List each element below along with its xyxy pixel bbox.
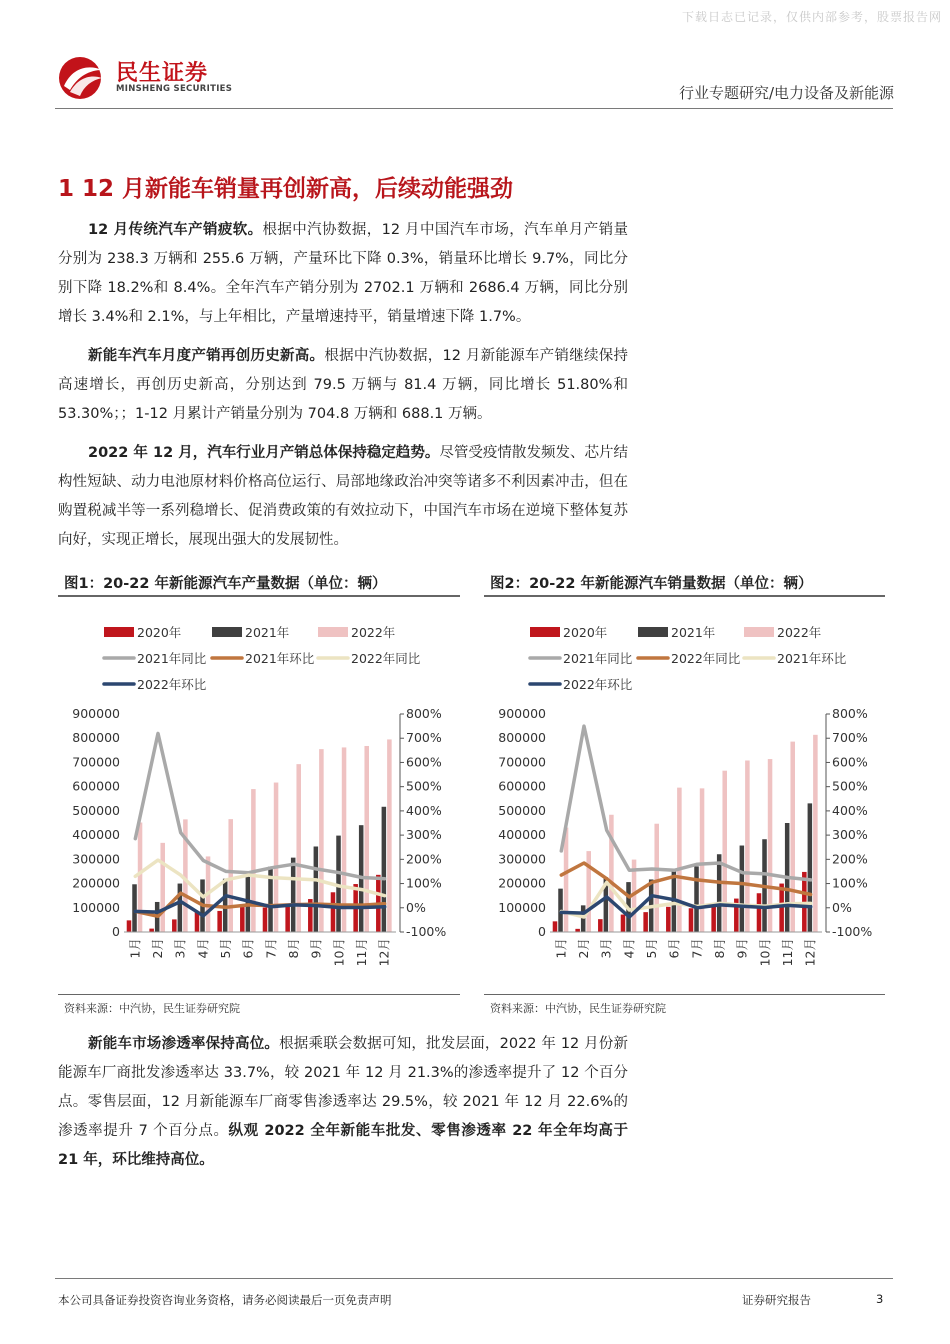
footer-doc-type: 证券研究报告 xyxy=(742,1293,811,1307)
y-axis-tick-label: 900000 xyxy=(72,706,120,721)
x-axis-tick-label: 1月 xyxy=(127,938,143,959)
legend-label-2022-mom: 2022年环比 xyxy=(137,677,207,692)
y-axis-tick-label: 900000 xyxy=(498,706,546,721)
figure-2-title: 图2：20-22 年新能源汽车销量数据（单位：辆） xyxy=(490,576,813,592)
bar-2020 xyxy=(621,915,626,932)
x-axis-tick-label: 5月 xyxy=(644,938,659,959)
x-axis-tick-label: 11月 xyxy=(780,938,795,967)
bar-2022 xyxy=(722,771,727,932)
section-title: 1 12 月新能车销量再创新高，后续动能强劲 xyxy=(58,176,514,202)
y2-axis-tick-label: 0% xyxy=(832,899,852,915)
bar-2020 xyxy=(149,929,154,932)
legend-label-2020: 2020年 xyxy=(563,625,608,640)
paragraph-2-lead: 新能车汽车月度产销再创历史新高。 xyxy=(88,348,325,364)
x-axis-tick-label: 12月 xyxy=(802,938,818,967)
x-axis-tick-label: 6月 xyxy=(666,938,682,959)
legend-label-2020: 2020年 xyxy=(137,625,182,640)
y2-axis-tick-label: 300% xyxy=(406,827,442,843)
bar-2022 xyxy=(700,788,705,932)
y2-axis-tick-label: 600% xyxy=(832,754,868,770)
legend-label-2022-yoy: 2022年同比 xyxy=(351,651,421,666)
y-axis-tick-label: 0 xyxy=(538,924,546,939)
bar-2021 xyxy=(717,854,722,932)
figure-1-title: 图1：20-22 年新能源汽车产量数据（单位：辆） xyxy=(64,576,387,592)
legend-label-2021-yoy: 2021年同比 xyxy=(137,651,207,666)
x-axis-tick-label: 9月 xyxy=(308,938,324,959)
y2-axis-tick-label: 400% xyxy=(406,802,442,818)
y-axis-tick-label: 700000 xyxy=(72,754,120,770)
paragraph-4-lead: 新能车市场渗透率保持高位。 xyxy=(88,1036,280,1052)
bar-2020 xyxy=(666,907,671,932)
bar-2022 xyxy=(274,783,279,932)
bar-2020 xyxy=(553,921,558,932)
bar-2020 xyxy=(689,908,694,932)
paragraph-1-text: 根据中汽协数据，12 月中国汽车市场，汽车单月产销量分别为 238.3 万辆和 255.6 万辆，产量环比下降 0.3%，销量环比增长 9.7%，同比分别下降 18.2%和 8.4%。全年汽车产销分别为 2702.1 万辆和 2686.4 万辆，同比分别增长 3.4%和 2.1%，与上年相比，产量增速持平，销量增速下降 1.7%。 xyxy=(58,222,628,325)
y2-axis-tick-label: 600% xyxy=(406,754,442,770)
bar-2022 xyxy=(677,788,682,932)
logo-name-cn: 民生证券 xyxy=(116,61,209,86)
figure-1-chart xyxy=(58,598,460,990)
bar-2022 xyxy=(251,789,256,932)
x-axis-tick-label: 8月 xyxy=(712,938,727,959)
footer-disclaimer: 本公司具备证券投资咨询业务资格，请务必阅读最后一页免责声明 xyxy=(58,1293,392,1307)
bar-2022 xyxy=(138,823,143,932)
x-axis-tick-label: 3月 xyxy=(598,938,614,959)
y2-axis-tick-label: 0% xyxy=(406,899,426,915)
legend-swatch-2021 xyxy=(638,627,668,637)
y2-axis-tick-label: 700% xyxy=(832,730,868,746)
legend-swatch-2022 xyxy=(318,627,348,637)
y-axis-tick-label: 100000 xyxy=(498,899,546,915)
y-axis-tick-label: 0 xyxy=(112,924,120,939)
y-axis-tick-label: 600000 xyxy=(72,778,120,794)
legend-label-2022: 2022年 xyxy=(777,625,822,640)
y-axis-tick-label: 800000 xyxy=(72,730,120,746)
legend-swatch-2020 xyxy=(530,627,560,637)
x-axis-tick-label: 12月 xyxy=(376,938,392,967)
bar-2021 xyxy=(694,866,699,932)
bar-2020 xyxy=(127,920,132,932)
y2-axis-tick-label: 300% xyxy=(832,827,868,843)
paragraph-2 xyxy=(58,342,628,429)
bar-2020 xyxy=(757,893,762,932)
bar-2020 xyxy=(643,912,648,932)
bar-2020 xyxy=(240,907,245,932)
y2-axis-tick-label: -100% xyxy=(832,924,873,939)
x-axis-tick-label: 3月 xyxy=(172,938,188,959)
y2-axis-tick-label: 400% xyxy=(832,802,868,818)
y2-axis-tick-label: 200% xyxy=(406,851,442,867)
y2-axis-tick-label: 200% xyxy=(832,851,868,867)
legend-label-2021-mom: 2021年环比 xyxy=(245,651,315,666)
bar-2020 xyxy=(598,919,603,932)
y2-axis-tick-label: 500% xyxy=(832,778,868,794)
body-text-bottom xyxy=(58,1030,628,1175)
legend-label-2022: 2022年 xyxy=(351,625,396,640)
bar-2021 xyxy=(314,846,319,932)
y-axis-tick-label: 400000 xyxy=(72,827,120,843)
legend-swatch-2020 xyxy=(104,627,134,637)
bar-2020 xyxy=(217,911,222,932)
x-axis-tick-label: 8月 xyxy=(286,938,301,959)
body-text-top xyxy=(58,216,628,555)
logo-emblem-icon xyxy=(58,56,108,100)
legend-swatch-2022 xyxy=(744,627,774,637)
x-axis-tick-label: 10月 xyxy=(331,938,347,967)
bar-2021 xyxy=(808,803,813,932)
line-2021-yoy xyxy=(561,726,810,880)
figure-2-chart xyxy=(484,598,885,990)
paragraph-4-conclusion: 纵观 2022 全年新能车批发、零售渗透率 22 年全年均高于 21 年，环比维持高位。 xyxy=(58,1123,628,1168)
figure-2-bottom-rule xyxy=(484,994,885,995)
bar-2022 xyxy=(813,735,818,932)
y2-axis-tick-label: 100% xyxy=(406,875,442,891)
paragraph-3-lead: 2022 年 12 月，汽车行业月产销总体保持稳定趋势。 xyxy=(88,445,440,461)
legend-label-2022-yoy: 2022年同比 xyxy=(671,651,741,666)
company-logo xyxy=(58,56,248,100)
bar-2020 xyxy=(331,892,336,932)
y-axis-tick-label: 700000 xyxy=(498,754,546,770)
paragraph-3-text: 尽管受疫情散发频发、芯片结构性短缺、动力电池原材料价格高位运行、局部地缘政治冲突等诸多不利因素冲击，但在购置税减半等一系列稳增长、促消费政策的有效拉动下，中国汽车市场在逆境下整体复苏向好，实现正增长，展现出强大的发展韧性。 xyxy=(58,445,628,548)
y-axis-tick-label: 200000 xyxy=(72,875,120,891)
y-axis-tick-label: 300000 xyxy=(72,851,120,867)
line-2022-yoy xyxy=(135,860,384,897)
bar-2021 xyxy=(581,905,586,932)
x-axis-tick-label: 4月 xyxy=(621,938,637,959)
page-number: 3 xyxy=(876,1292,884,1306)
paragraph-4 xyxy=(58,1030,628,1175)
header-divider xyxy=(55,108,893,109)
paragraph-3 xyxy=(58,439,628,555)
y-axis-tick-label: 400000 xyxy=(498,827,546,843)
legend-label-2021-mom: 2021年环比 xyxy=(777,651,847,666)
footer-divider xyxy=(55,1278,893,1279)
y-axis-tick-label: 800000 xyxy=(498,730,546,746)
report-category: 行业专题研究/电力设备及新能源 xyxy=(678,84,894,102)
x-axis-tick-label: 7月 xyxy=(689,938,705,959)
x-axis-tick-label: 4月 xyxy=(195,938,211,959)
paragraph-4-text: 根据乘联会数据可知，批发层面，2022 年 12 月份新能源车厂商批发渗透率达 33.7%，较 2021 年 12 月 21.3%的渗透率提升了 12 个百分点。零售层面，12 月新能源车厂商零售渗透率达 29.5%，较 2021 年 12 月 22.6%的渗透率提升 7 个百分点。 xyxy=(58,1036,628,1139)
bar-2020 xyxy=(195,912,200,932)
legend-label-2021: 2021年 xyxy=(245,625,290,640)
paragraph-1-lead: 12 月传统汽车产销疲软。 xyxy=(88,222,263,238)
bar-2022 xyxy=(387,739,392,932)
y-axis-tick-label: 300000 xyxy=(498,851,546,867)
logo-name-en: MINSHENG SECURITIES xyxy=(116,84,233,94)
legend-label-2021: 2021年 xyxy=(671,625,716,640)
watermark: 下载日志已记录，仅供内部参考，股票报告网 xyxy=(681,10,942,24)
bar-2020 xyxy=(285,906,290,932)
x-axis-tick-label: 2月 xyxy=(576,938,591,959)
y-axis-tick-label: 100000 xyxy=(72,899,120,915)
x-axis-tick-label: 2月 xyxy=(150,938,165,959)
y2-axis-tick-label: 500% xyxy=(406,778,442,794)
figure-1-bottom-rule xyxy=(58,994,460,995)
bar-2021 xyxy=(178,884,183,932)
bar-2020 xyxy=(711,906,716,932)
y2-axis-tick-label: 100% xyxy=(832,875,868,891)
bar-2022 xyxy=(160,843,165,932)
bar-2021 xyxy=(382,807,387,932)
x-axis-tick-label: 9月 xyxy=(734,938,750,959)
legend-label-2022-mom: 2022年环比 xyxy=(563,677,633,692)
x-axis-tick-label: 11月 xyxy=(354,938,369,967)
y2-axis-tick-label: 800% xyxy=(406,706,442,721)
x-axis-tick-label: 7月 xyxy=(263,938,279,959)
y2-axis-tick-label: -100% xyxy=(406,924,447,939)
y-axis-tick-label: 500000 xyxy=(498,802,546,818)
bar-2020 xyxy=(172,919,177,932)
figure-1-source: 资料来源：中汽协，民生证券研究院 xyxy=(64,1002,240,1015)
x-axis-tick-label: 10月 xyxy=(757,938,773,967)
bar-2021 xyxy=(132,884,137,932)
figure-2-source: 资料来源：中汽协，民生证券研究院 xyxy=(490,1002,666,1015)
x-axis-tick-label: 6月 xyxy=(240,938,256,959)
line-2021-yoy xyxy=(135,733,384,878)
figure-1-title-rule xyxy=(58,595,460,597)
x-axis-tick-label: 5月 xyxy=(218,938,233,959)
bar-2020 xyxy=(263,908,268,932)
y2-axis-tick-label: 700% xyxy=(406,730,442,746)
legend-swatch-2021 xyxy=(212,627,242,637)
bar-2021 xyxy=(740,846,745,932)
bar-2022 xyxy=(228,819,233,932)
y-axis-tick-label: 500000 xyxy=(72,802,120,818)
x-axis-tick-label: 1月 xyxy=(553,938,569,959)
line-2022-mom xyxy=(135,896,384,916)
bar-2022 xyxy=(654,824,659,932)
y2-axis-tick-label: 800% xyxy=(832,706,868,721)
y-axis-tick-label: 200000 xyxy=(498,875,546,891)
bar-2021 xyxy=(291,858,296,932)
paragraph-2-text: 根据中汽协数据，12 月新能源车产销继续保持高速增长，再创历史新高，分别达到 79.5 万辆与 81.4 万辆，同比增长 51.80%和 53.30%；；1-12 月累计产销量分别为 704.8 万辆和 688.1 万辆。 xyxy=(58,348,629,422)
paragraph-1 xyxy=(58,216,628,332)
figure-2-title-rule xyxy=(484,595,885,597)
legend-label-2021-yoy: 2021年同比 xyxy=(563,651,633,666)
y-axis-tick-label: 600000 xyxy=(498,778,546,794)
